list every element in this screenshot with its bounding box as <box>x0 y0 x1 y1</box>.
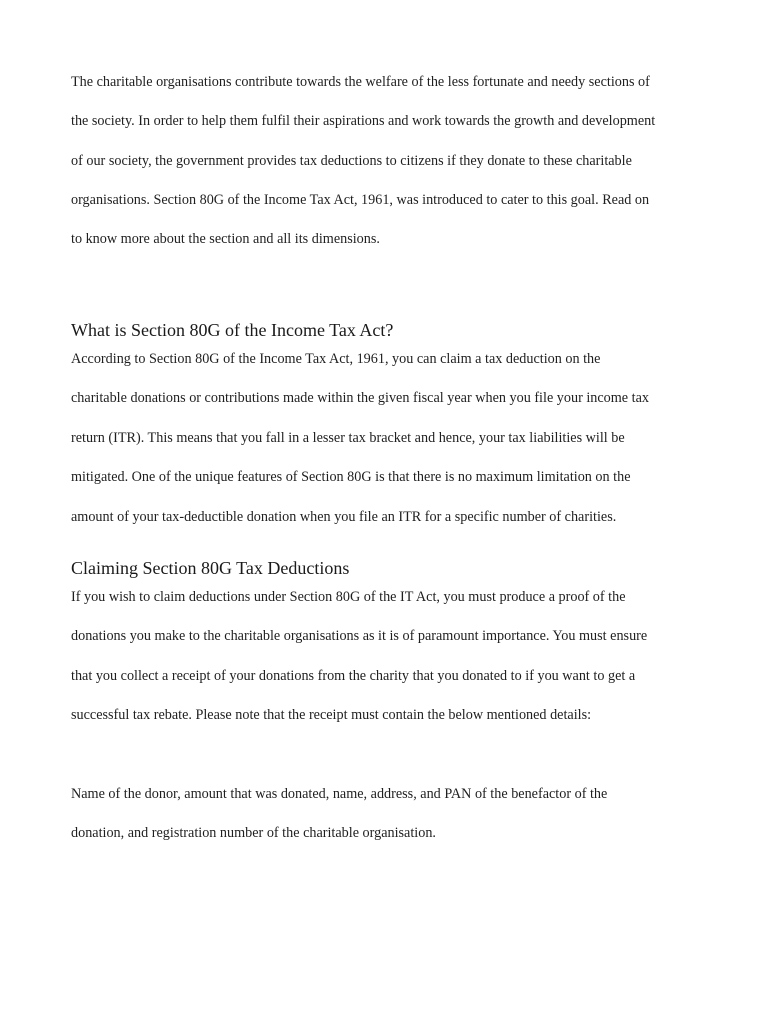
section-heading-what-is-80g: What is Section 80G of the Income Tax Act? <box>71 320 394 340</box>
paragraph-line: If you wish to claim deductions under Section 80G of the IT Act, you must produce a proof of the <box>71 589 626 605</box>
paragraph-line: successful tax rebate. Please note that the receipt must contain the below mentioned details: <box>71 707 592 723</box>
paragraph-line: The charitable organisations contribute towards the welfare of the less fortunate and needy sections of <box>71 74 650 90</box>
paragraph-line: that you collect a receipt of your donations from the charity that you donated to if you want to get a <box>71 668 636 684</box>
paragraph-line: Name of the donor, amount that was donated, name, address, and PAN of the benefactor of the <box>71 786 608 802</box>
paragraph-line: charitable donations or contributions made within the given fiscal year when you file your income tax <box>71 390 649 406</box>
paragraph-line: donations you make to the charitable organisations as it is of paramount importance. You must ensure <box>71 628 648 644</box>
paragraph-line: organisations. Section 80G of the Income Tax Act, 1961, was introduced to cater to this goal. Read on <box>71 192 650 208</box>
paragraph-line: of our society, the government provides tax deductions to citizens if they donate to these charitable <box>71 153 632 169</box>
paragraph-line: the society. In order to help them fulfil their aspirations and work towards the growth and development <box>71 113 656 129</box>
paragraph-line: to know more about the section and all its dimensions. <box>71 231 380 247</box>
paragraph-line: return (ITR). This means that you fall in a lesser tax bracket and hence, your tax liabilities will be <box>71 430 625 446</box>
paragraph-line: donation, and registration number of the charitable organisation. <box>71 825 436 841</box>
paragraph-line: mitigated. One of the unique features of Section 80G is that there is no maximum limitation on the <box>71 469 631 485</box>
paragraph-line: According to Section 80G of the Income Tax Act, 1961, you can claim a tax deduction on the <box>71 351 601 367</box>
paragraph-line: amount of your tax-deductible donation when you file an ITR for a specific number of charities. <box>71 509 617 525</box>
section-heading-claiming-80g: Claiming Section 80G Tax Deductions <box>71 558 350 578</box>
